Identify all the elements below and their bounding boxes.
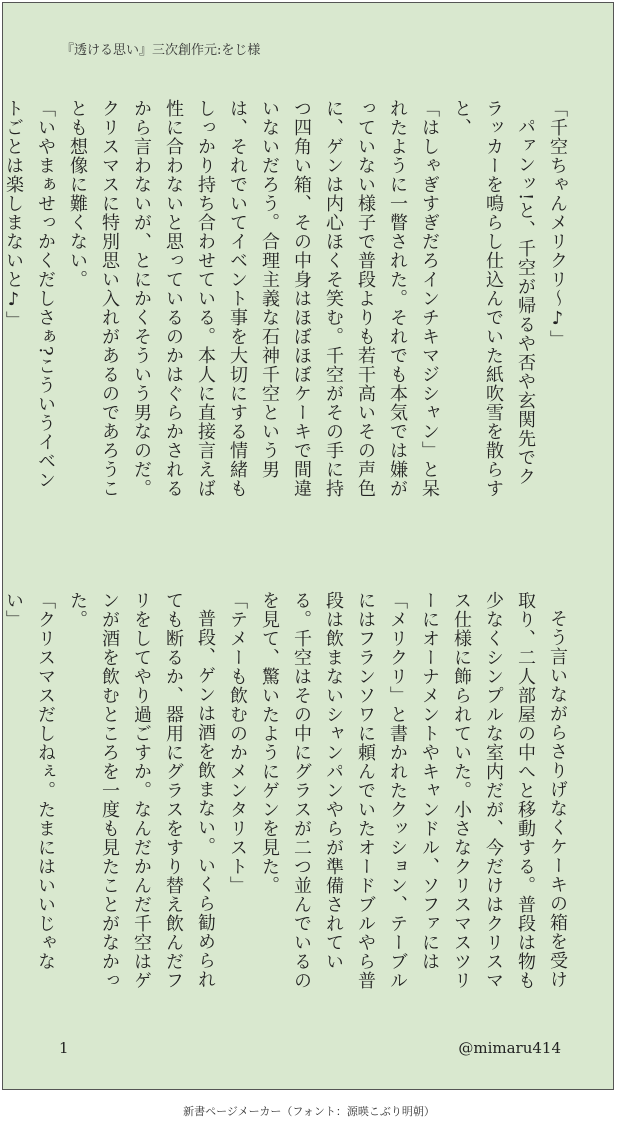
paragraph: そう言いながらさりげなくケーキの箱を受け取り、二人部屋の中へと移動する。普段は物も少なくシンプルな室内だが、今だけはクリスマス仕様に飾られていた。小さなクリスマスツリーにオーナメントやキャンドル、ソファには「メリクリ」と書かれたクッション、テーブルにはフランソワに頼んでいたオードブルやら普段は飲まないシャンパンやらが準備されている。千空はその中にグラスが二つ並んでいるのを見て、驚いたようにゲンを見た。 (259, 591, 568, 990)
tool-footer: 新書ページメーカー（フォント：源暎こぶり明朝） (183, 1105, 435, 1118)
paragraph: 「クリスマスだしねぇ。たまにはいいじゃない」 (3, 591, 56, 971)
author-handle: @mimaru414 (458, 1039, 561, 1057)
paragraph: 「千空ちゃんメリクリ〜♪」 (547, 99, 568, 349)
upper-text-column (3, 99, 573, 504)
paragraph: パァンッ!と、千空が帰るや否や玄関先でクラッカーを鳴らし仕込んでいた紙吹雪を散らすと、 (451, 99, 536, 498)
lower-text-column (3, 591, 573, 996)
paragraph: 「テメーも飲むのかメンタリスト」 (227, 591, 248, 895)
paragraph: 「いやまぁせっかくだしさぁ?こういうイベントごとは楽しまないと♪」 (3, 99, 56, 490)
manuscript-page (2, 2, 614, 1090)
page-number: 1 (59, 1039, 69, 1057)
paragraph: 普段、ゲンは酒を飲まない。いくら勧められても断るか、器用にグラスをすり替え飲んだフリをしてやり過ごすか。なんだかんだ千空はゲンが酒を飲むところを一度も見たことがなかった。 (67, 591, 216, 990)
page-header: 『透ける思い』三次創作元:をじ様 (61, 43, 261, 58)
paragraph: 「はしゃぎすぎだろインチキマジシャン」と呆れたように一瞥された。それでも本気では嫌がっていない様子で普段よりも若干高いその声色に、ゲンは内心ほくそ笑む。千空がその手に持つ四角い箱、その中身はほぼほぼケーキで間違いないだろう。合理主義な石神千空という男は、それでいてイベント事を大切にする情緒もしっかり持ち合わせている。本人に直接言えば性に合わないと思っているのかはぐらかされるから言わないが、とにかくそういう男なのだ。クリスマスに特別思い入れがあるのであろうことも想像に難くない。 (67, 99, 440, 498)
